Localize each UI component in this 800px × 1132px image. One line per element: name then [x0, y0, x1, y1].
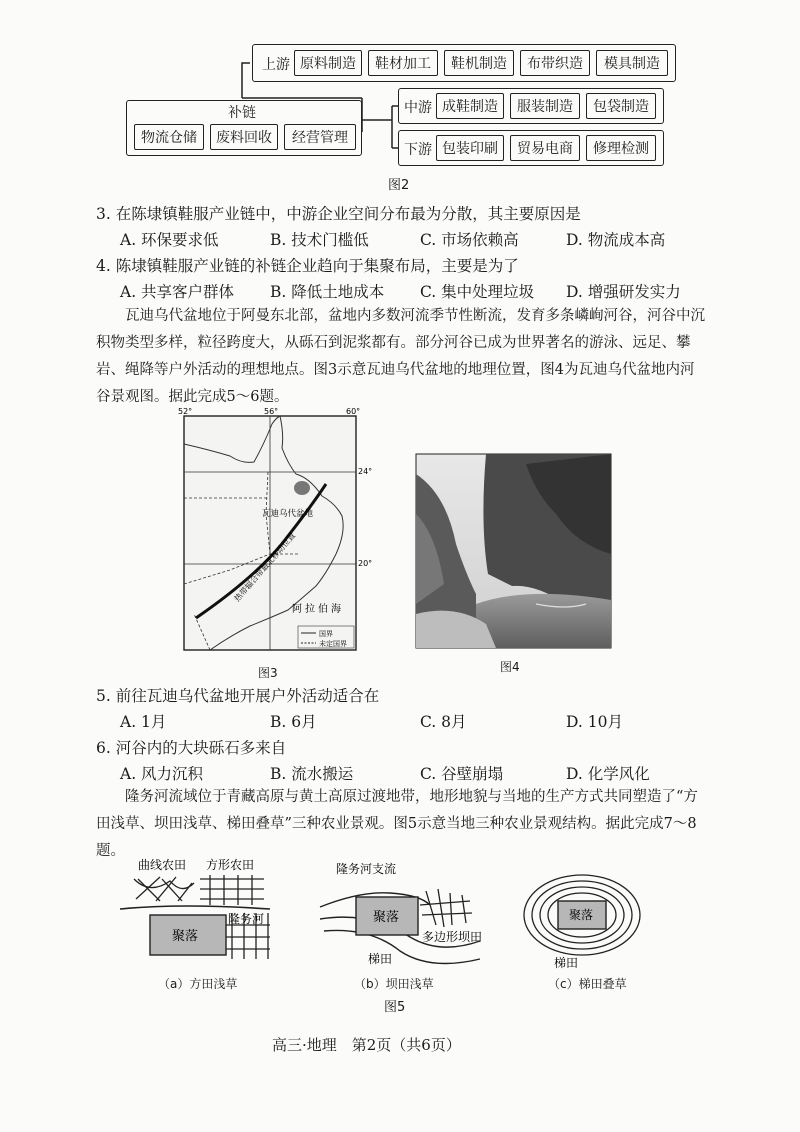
question-4-option-d: D. 增强研发实力: [566, 283, 681, 301]
fig2-upstream-item: 鞋材加工: [368, 50, 438, 76]
question-4-option-c: C. 集中处理垃圾: [420, 283, 535, 301]
fig2-upstream-label: 上游: [262, 57, 290, 73]
fig2-midstream-label: 中游: [404, 100, 432, 116]
question-3-option-d: D. 物流成本高: [566, 231, 666, 249]
fig3-map: [170, 404, 373, 664]
fig5-diagrams: [120, 855, 680, 995]
fig3-legend-undefined-border: 未定国界: [319, 640, 347, 648]
question-6-option-b: B. 流水搬运: [270, 765, 354, 783]
fig2-supplement-label: 补链: [228, 105, 256, 121]
fig2-downstream-label: 下游: [404, 142, 432, 158]
question-4-stem: 4. 陈埭镇鞋服产业链的补链企业趋向于集聚布局，主要是为了: [96, 257, 519, 275]
question-6-option-d: D. 化学风化: [566, 765, 650, 783]
question-4-option-b: B. 降低土地成本: [270, 283, 385, 301]
fig2-upstream-item: 布带织造: [520, 50, 590, 76]
fig2-midstream-item: 服装制造: [510, 93, 580, 119]
fig4-photo: [416, 454, 611, 648]
fig5c-village-label: 聚落: [569, 908, 594, 922]
fig5a-curve-fields-label: 曲线农田: [138, 858, 187, 872]
question-6-stem: 6. 河谷内的大块砾石多来自: [96, 739, 287, 757]
question-3-option-c: C. 市场依赖高: [420, 231, 519, 249]
passage-wadi: 瓦迪乌代盆地位于阿曼东北部，盆地内多数河流季节性断流，发育多条嶙峋河谷，河谷中沉积物类型多样，粒径跨度大，从砾石到泥浆都有。部分河谷已成为世界著名的游泳、远足、攀岩、绳降等户外活动的理想地点。图3示意瓦迪乌代盆地的地理位置，图4为瓦迪乌代盆地内河谷景观图。据此完成5～6题。: [96, 308, 705, 405]
question-5-option-d: D. 10月: [566, 713, 623, 731]
fig2-upstream-item: 原料制造: [294, 50, 362, 76]
fig3-basin-marker: [294, 481, 310, 495]
question-5-option-c: C. 8月: [420, 713, 467, 731]
fig3-basin-label: 瓦迪乌代盆地: [262, 509, 314, 519]
fig5b-tributary-label: 隆务河支流: [336, 862, 397, 876]
fig5a-square-fields-label: 方形农田: [206, 858, 255, 872]
fig3-sea-label: 阿拉伯海: [292, 604, 344, 615]
page-footer: 高三·地理 第2页（共6页）: [272, 1036, 461, 1054]
fig5b-diagram: [320, 861, 482, 966]
fig4-caption: 图4: [500, 660, 520, 674]
question-3-stem: 3. 在陈埭镇鞋服产业链中，中游企业空间分布最为分散，其主要原因是: [96, 205, 581, 223]
fig5a-caption: （a）方田浅草: [158, 977, 238, 991]
fig3-lon-label: 52°: [178, 407, 193, 416]
fig2-upstream-item: 鞋机制造: [444, 50, 514, 76]
fig2-upstream-item: 模具制造: [596, 50, 668, 76]
question-3-option-b: B. 技术门槛低: [270, 231, 369, 249]
fig5a-village-label: 聚落: [172, 929, 199, 944]
fig3-caption: 图3: [258, 666, 278, 680]
fig5a-river-label: 隆务河: [228, 912, 265, 926]
fig3-legend-border: 国界: [319, 630, 333, 638]
fig2-supplement-item: 经营管理: [284, 124, 356, 150]
fig2-supplement-item: 物流仓储: [134, 124, 204, 150]
question-5-stem: 5. 前往瓦迪乌代盆地开展户外活动适合在: [96, 687, 380, 705]
fig3-lon-label: 56°: [264, 407, 279, 416]
fig3-lon-label: 60°: [346, 407, 361, 416]
fig2-downstream-item: 包装印刷: [436, 135, 504, 161]
fig2-downstream-item: 贸易电商: [510, 135, 580, 161]
fig2-midstream-item: 成鞋制造: [436, 93, 504, 119]
question-6-option-c: C. 谷壁崩塌: [420, 765, 504, 783]
fig3-front-label: 热带辐合带最北移动位置: [232, 530, 298, 604]
fig5b-terraces-label: 梯田: [368, 952, 393, 966]
fig5b-caption: （b）坝田浅草: [354, 977, 434, 991]
fig5b-polygon-fields-label: 多边形坝田: [422, 930, 483, 944]
fig3-lat-label: 24°: [358, 467, 373, 476]
passage-longwu: 隆务河流域位于青藏高原与黄土高原过渡地带，地形地貌与当地的生产方式共同塑造了“方田浅草、坝田浅草、梯田叠草”三种农业景观。图5示意当地三种农业景观结构。据此完成7～8题。: [96, 789, 698, 859]
question-4-option-a: A. 共享客户群体: [120, 283, 235, 301]
question-6-option-a: A. 风力沉积: [120, 765, 204, 783]
fig5b-village-label: 聚落: [373, 910, 400, 925]
question-5-option-b: B. 6月: [270, 713, 317, 731]
fig5a-diagram: [120, 857, 270, 959]
fig3-lat-label: 20°: [358, 559, 373, 568]
fig2-supplement-item: 废料回收: [210, 124, 278, 150]
fig2-downstream-item: 修理检测: [586, 135, 656, 161]
fig5c-caption: （c）梯田叠草: [548, 977, 627, 991]
question-3-option-a: A. 环保要求低: [120, 231, 219, 249]
question-5-option-a: A. 1月: [120, 713, 167, 731]
fig5-caption: 图5: [384, 1000, 406, 1015]
fig2-caption: 图2: [388, 178, 410, 193]
fig5c-terraces-label: 梯田: [554, 956, 579, 970]
fig2-midstream-item: 包袋制造: [586, 93, 656, 119]
